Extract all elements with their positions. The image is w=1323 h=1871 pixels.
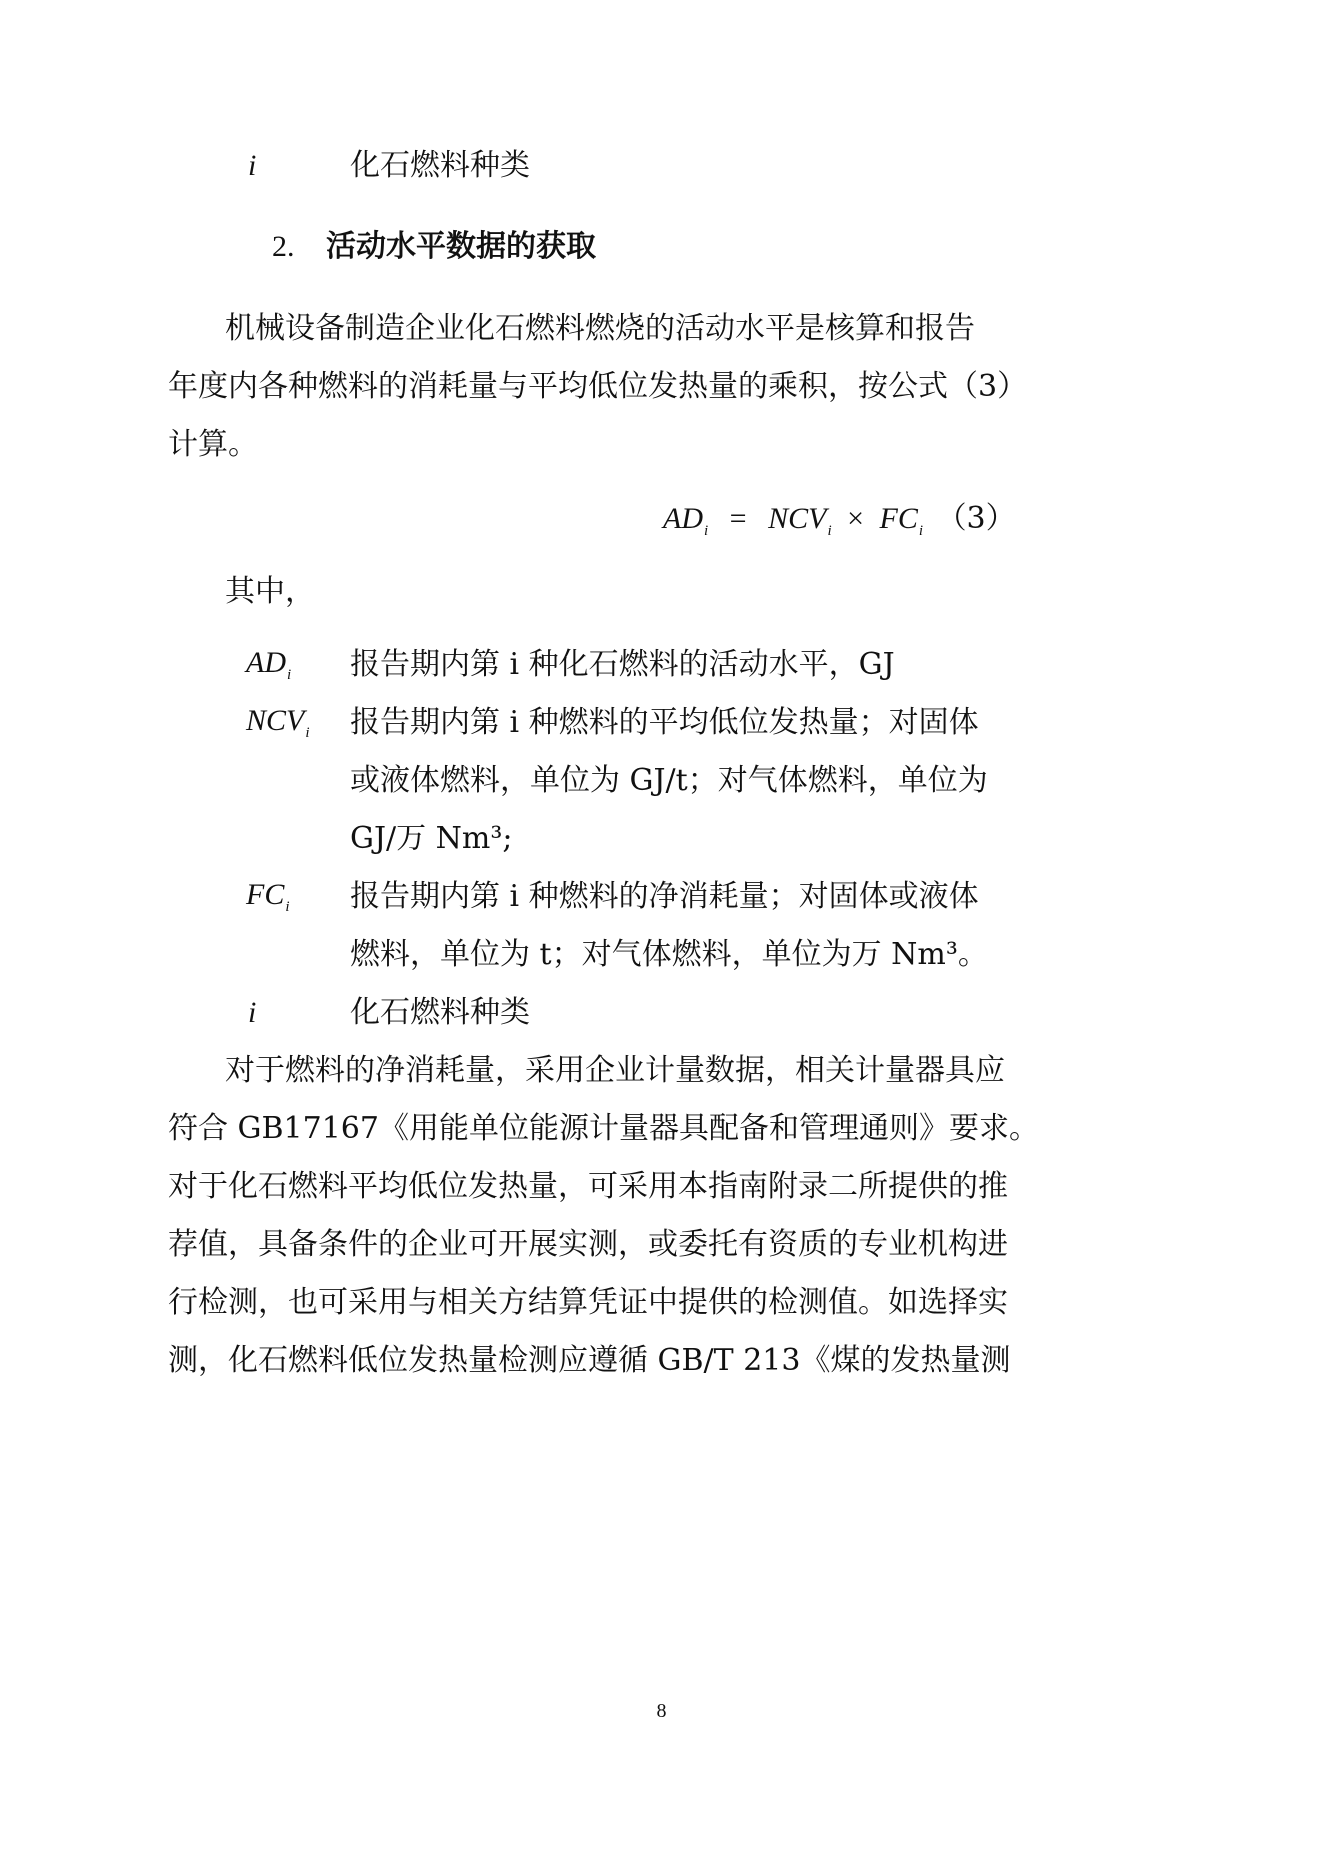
para1-line2: 年度内各种燃料的消耗量与平均低位发热量的乘积，按公式（3）: [168, 369, 1028, 404]
section-title: 活动水平数据的获取: [326, 229, 597, 264]
def-text-ncv-line1: 报告期内第 i 种燃料的平均低位发热量；对固体: [350, 705, 979, 740]
para1-line1: 机械设备制造企业化石燃料燃烧的活动水平是核算和报告: [225, 311, 975, 346]
para2-line5: 行检测，也可采用与相关方结算凭证中提供的检测值。如选择实: [168, 1285, 1008, 1320]
formula-number: （3）: [936, 501, 1016, 536]
para2-line2: 符合 GB17167《用能单位能源计量器具配备和管理通则》要求。: [168, 1111, 1039, 1146]
def-text-i: 化石燃料种类: [350, 995, 530, 1030]
para2-line6: 测，化石燃料低位发热量检测应遵循 GB/T 213《煤的发热量测: [168, 1343, 1011, 1378]
formula-times: ×: [847, 502, 865, 535]
def-text-fc-line1: 报告期内第 i 种燃料的净消耗量；对固体或液体: [350, 879, 979, 914]
where-label: 其中，: [225, 574, 315, 609]
def-text-fc-line2: 燃料，单位为 t；对气体燃料，单位为万 Nm³。: [350, 937, 988, 972]
def-text-ad-line1: 报告期内第 i 种化石燃料的活动水平，GJ: [350, 647, 895, 682]
def-text-i-top: 化石燃料种类: [350, 148, 530, 183]
def-symbol-ad: $AD_i$: [246, 646, 292, 683]
para2-line4: 荐值，具备条件的企业可开展实测，或委托有资质的专业机构进: [168, 1227, 1008, 1262]
section-number: 2.: [272, 230, 295, 263]
def-symbol-fc: $FC_i$: [246, 878, 290, 915]
formula-lhs: $AD_i$: [663, 502, 709, 539]
para2-line1: 对于燃料的净消耗量，采用企业计量数据，相关计量器具应: [225, 1053, 1005, 1088]
def-symbol-i-top: i: [248, 149, 257, 182]
formula-3: [663, 501, 1016, 539]
def-symbol-ncv: $NCV_i$: [246, 704, 310, 741]
formula-term1: $NCV_i$: [768, 502, 832, 539]
formula-term2: $FC_i$: [879, 502, 924, 539]
def-text-ncv-line2: 或液体燃料，单位为 GJ/t；对气体燃料，单位为: [350, 763, 988, 798]
formula-equals: =: [729, 502, 747, 535]
def-symbol-i: i: [248, 996, 257, 1029]
para2-line3: 对于化石燃料平均低位发热量，可采用本指南附录二所提供的推: [168, 1169, 1008, 1204]
page-number: 8: [656, 1700, 667, 1722]
def-text-ncv-line3: GJ/万 Nm³;: [350, 821, 513, 856]
para1-line3: 计算。: [168, 427, 258, 462]
section-heading: [272, 229, 597, 264]
